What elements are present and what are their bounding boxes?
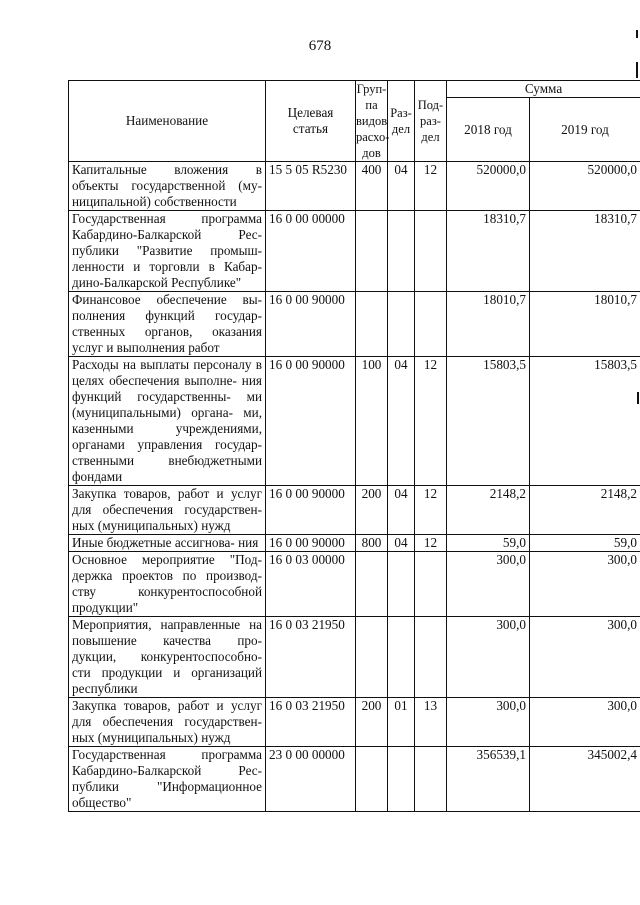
row-expense-group: 400 [356, 162, 388, 211]
header-article: Целевая статья [266, 81, 356, 162]
row-name: Расходы на выплаты персоналу в целях обеспечения выполне- ния функций государственны- ми (муниципальными) органа- ми, казенными учреждениями, органами управления государ- ственными внебюджетными фондами [69, 357, 266, 486]
row-target-article: 23 0 00 00000 [266, 747, 356, 812]
row-expense-group: 200 [356, 486, 388, 535]
table-row [69, 552, 640, 617]
row-amount-2019: 300,0 [530, 552, 640, 617]
row-name: Иные бюджетные ассигнова- ния [69, 535, 266, 552]
table-row [69, 617, 640, 698]
table-row [69, 698, 640, 747]
row-section [388, 552, 415, 617]
row-amount-2019: 59,0 [530, 535, 640, 552]
row-amount-2018: 520000,0 [447, 162, 530, 211]
table-row [69, 357, 640, 486]
row-section: 04 [388, 162, 415, 211]
row-amount-2019: 18010,7 [530, 292, 640, 357]
row-section: 04 [388, 486, 415, 535]
header-year-2019: 2019 год [530, 98, 640, 162]
row-expense-group [356, 617, 388, 698]
row-target-article: 16 0 03 21950 [266, 698, 356, 747]
row-amount-2018: 15803,5 [447, 357, 530, 486]
row-section [388, 292, 415, 357]
row-expense-group: 800 [356, 535, 388, 552]
row-section [388, 617, 415, 698]
row-name: Финансовое обеспечение вы- полнения функций государ- ственных органов, оказания услуг и выполнения работ [69, 292, 266, 357]
row-amount-2019: 18310,7 [530, 211, 640, 292]
row-name: Капитальные вложения в объекты государственной (му- ниципальной) собственности [69, 162, 266, 211]
row-amount-2018: 356539,1 [447, 747, 530, 812]
row-amount-2018: 300,0 [447, 617, 530, 698]
row-target-article: 16 0 00 90000 [266, 535, 356, 552]
row-amount-2019: 345002,4 [530, 747, 640, 812]
row-amount-2018: 18010,7 [447, 292, 530, 357]
row-section: 04 [388, 357, 415, 486]
row-section: 04 [388, 535, 415, 552]
row-name: Мероприятия, направленные на повышение качества про- дукции, конкурентоспособно- сти продукции и организаций республики [69, 617, 266, 698]
row-subsection: 12 [415, 535, 447, 552]
row-section [388, 211, 415, 292]
row-expense-group [356, 211, 388, 292]
row-target-article: 16 0 03 21950 [266, 617, 356, 698]
row-target-article: 16 0 00 90000 [266, 357, 356, 486]
row-amount-2018: 18310,7 [447, 211, 530, 292]
row-subsection: 13 [415, 698, 447, 747]
row-name: Государственная программа Кабардино-Балкарской Рес- публики "Развитие промыш- ленности и торговли в Кабар- дино-Балкарской Республике" [69, 211, 266, 292]
table-row [69, 162, 640, 211]
table-row [69, 486, 640, 535]
row-target-article: 16 0 00 00000 [266, 211, 356, 292]
row-expense-group: 200 [356, 698, 388, 747]
row-subsection [415, 552, 447, 617]
row-target-article: 16 0 03 00000 [266, 552, 356, 617]
row-target-article: 16 0 00 90000 [266, 292, 356, 357]
row-amount-2019: 300,0 [530, 617, 640, 698]
row-expense-group [356, 747, 388, 812]
edge-mark-upper [636, 62, 638, 78]
table-row [69, 535, 640, 552]
row-section [388, 747, 415, 812]
row-target-article: 15 5 05 R5230 [266, 162, 356, 211]
row-target-article: 16 0 00 90000 [266, 486, 356, 535]
header-name: Наименование [69, 81, 266, 162]
row-subsection: 12 [415, 486, 447, 535]
row-amount-2019: 300,0 [530, 698, 640, 747]
row-amount-2018: 300,0 [447, 698, 530, 747]
row-expense-group [356, 292, 388, 357]
table-row [69, 211, 640, 292]
budget-table [68, 80, 640, 812]
row-amount-2018: 300,0 [447, 552, 530, 617]
row-amount-2018: 2148,2 [447, 486, 530, 535]
row-amount-2018: 59,0 [447, 535, 530, 552]
header-section: Раз- дел [388, 81, 415, 162]
table-row [69, 747, 640, 812]
header-expense-group: Груп- па видов расхо- дов [356, 82, 390, 160]
row-amount-2019: 520000,0 [530, 162, 640, 211]
row-section: 01 [388, 698, 415, 747]
row-name: Государственная программа Кабардино-Балкарской Рес- публики "Информационное общество" [69, 747, 266, 812]
row-subsection [415, 617, 447, 698]
row-subsection: 12 [415, 357, 447, 486]
header-year-2018: 2018 год [447, 98, 530, 162]
row-name: Закупка товаров, работ и услуг для обеспечения государствен- ных (муниципальных) нужд [69, 486, 266, 535]
row-amount-2019: 15803,5 [530, 357, 640, 486]
edge-mark-top [636, 30, 638, 38]
table-row [69, 292, 640, 357]
page-number: 678 [308, 38, 332, 54]
row-subsection [415, 211, 447, 292]
row-expense-group [356, 552, 388, 617]
row-subsection [415, 292, 447, 357]
row-subsection: 12 [415, 162, 447, 211]
row-amount-2019: 2148,2 [530, 486, 640, 535]
row-expense-group: 100 [356, 357, 388, 486]
row-name: Основное мероприятие "Под- держка проектов по производ- ству конкурентоспособной продукции" [69, 552, 266, 617]
table-header [69, 81, 640, 162]
header-subsection: Под- раз- дел [415, 81, 447, 162]
row-name: Закупка товаров, работ и услуг для обеспечения государствен- ных (муниципальных) нужд [69, 698, 266, 747]
header-sum: Сумма [447, 81, 640, 98]
table-body [69, 162, 640, 812]
row-subsection [415, 747, 447, 812]
